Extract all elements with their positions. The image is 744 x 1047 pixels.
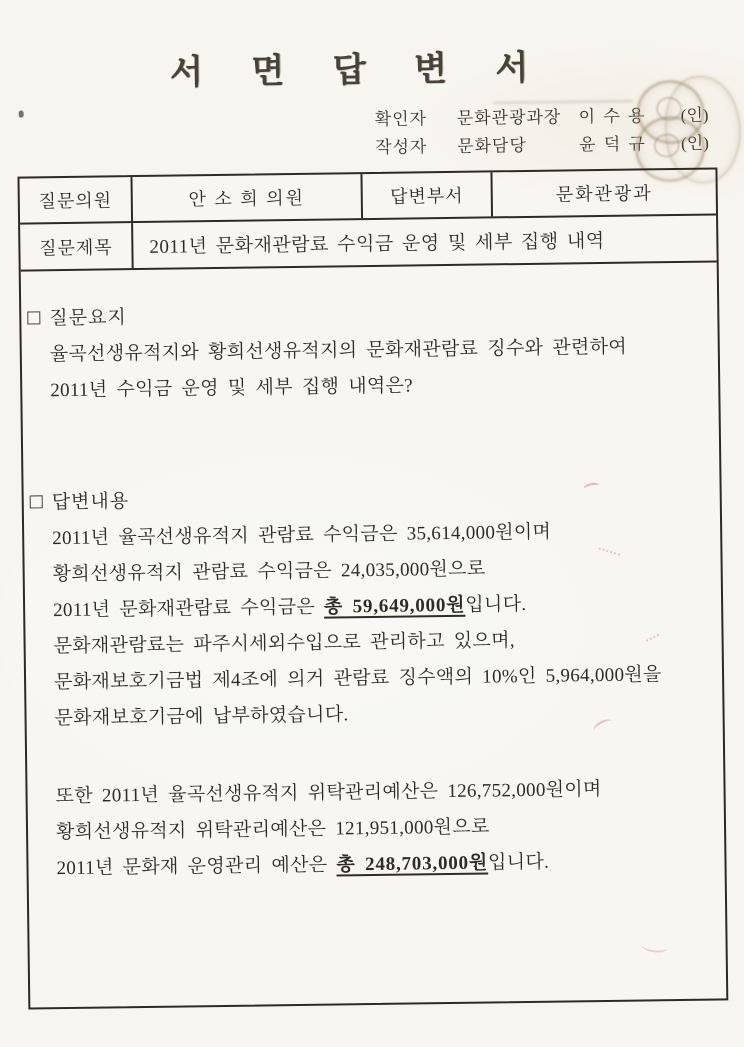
cell-answer-dept-value: 문화관광과 bbox=[555, 183, 653, 205]
approval-name-text: 윤 덕 규 bbox=[578, 134, 648, 155]
answer-heading-text: 답변내용 bbox=[51, 491, 130, 514]
seal-mark-text: (인) bbox=[680, 105, 709, 125]
text-line: 율곡선생유적지와 황희선생유적지의 문화재관람료 징수와 관련하여 bbox=[49, 336, 628, 366]
document-title: 서 면 답 변 서 bbox=[169, 49, 549, 92]
total-prefix: 2011년 문화재 운영관리 예산은 bbox=[56, 854, 337, 880]
text-line-total-budget bbox=[56, 843, 700, 887]
approval-role-label: 확인자 bbox=[374, 109, 428, 129]
total-prefix: 2011년 문화재관람료 수익금은 bbox=[53, 596, 325, 622]
checkbox-square-icon bbox=[27, 311, 40, 324]
total-underlined-amount: 총 59,649,000원 bbox=[323, 594, 466, 618]
approval-row-author bbox=[375, 129, 721, 162]
approval-position-label: 문화관광과장 bbox=[456, 107, 562, 128]
text-line: 문화재관람료는 파주시세외수입으로 관리하고 있으며, bbox=[53, 630, 515, 658]
approval-position-label: 문화담당 bbox=[456, 135, 527, 156]
text-line: 황희선생유적지 관람료 수익금은 24,035,000원으로 bbox=[52, 558, 486, 586]
info-table-row-2 bbox=[20, 215, 717, 271]
answer-section bbox=[52, 477, 701, 887]
document-body-box bbox=[17, 167, 728, 1009]
text-line: 2011년 율곡선생유적지 관람료 수익금은 35,614,000원이며 bbox=[52, 521, 552, 550]
cell-question-title-label: 질문제목 bbox=[20, 223, 134, 269]
text-line: 2011년 수익금 운영 및 세부 집행 내역은? bbox=[50, 375, 414, 402]
total-suffix: 입니다. bbox=[487, 851, 550, 874]
total-underlined-amount: 총 248,703,000원 bbox=[336, 852, 489, 876]
cell-question-member-label: 질문의원 bbox=[20, 177, 134, 222]
cell-question-member-value: 안 소 희 의원 bbox=[132, 174, 363, 221]
approval-row-confirmer bbox=[375, 101, 721, 134]
checkbox-square-icon bbox=[30, 495, 43, 508]
question-section bbox=[49, 293, 694, 409]
total-suffix: 입니다. bbox=[465, 593, 527, 616]
document-content bbox=[21, 292, 725, 887]
text-line: 황희선생유적지 위탁관리예산은 121,951,000원으로 bbox=[55, 816, 490, 844]
approval-block bbox=[375, 101, 722, 162]
cell-answer-dept-label: 답변부서 bbox=[362, 172, 493, 218]
scan-speck bbox=[19, 111, 24, 118]
seal-mark-text: (인) bbox=[680, 133, 709, 153]
question-heading-text: 질문요지 bbox=[49, 307, 127, 330]
text-line: 또한 2011년 율곡선생유적지 위탁관리예산은 126,752,000원이며 bbox=[55, 779, 602, 808]
text-line: 문화재보호기금법 제4조에 의거 관람료 징수액의 10%인 5,964,000원을 bbox=[53, 664, 662, 694]
cell-question-title-value: 2011년 문화재관람료 수익금 운영 및 세부 집행 내역 bbox=[149, 230, 605, 258]
approval-role-label: 작성자 bbox=[374, 137, 428, 157]
text-line: 문화재보호기금에 납부하였습니다. bbox=[54, 704, 349, 730]
approval-name-text: 이 수 용 bbox=[578, 106, 647, 127]
